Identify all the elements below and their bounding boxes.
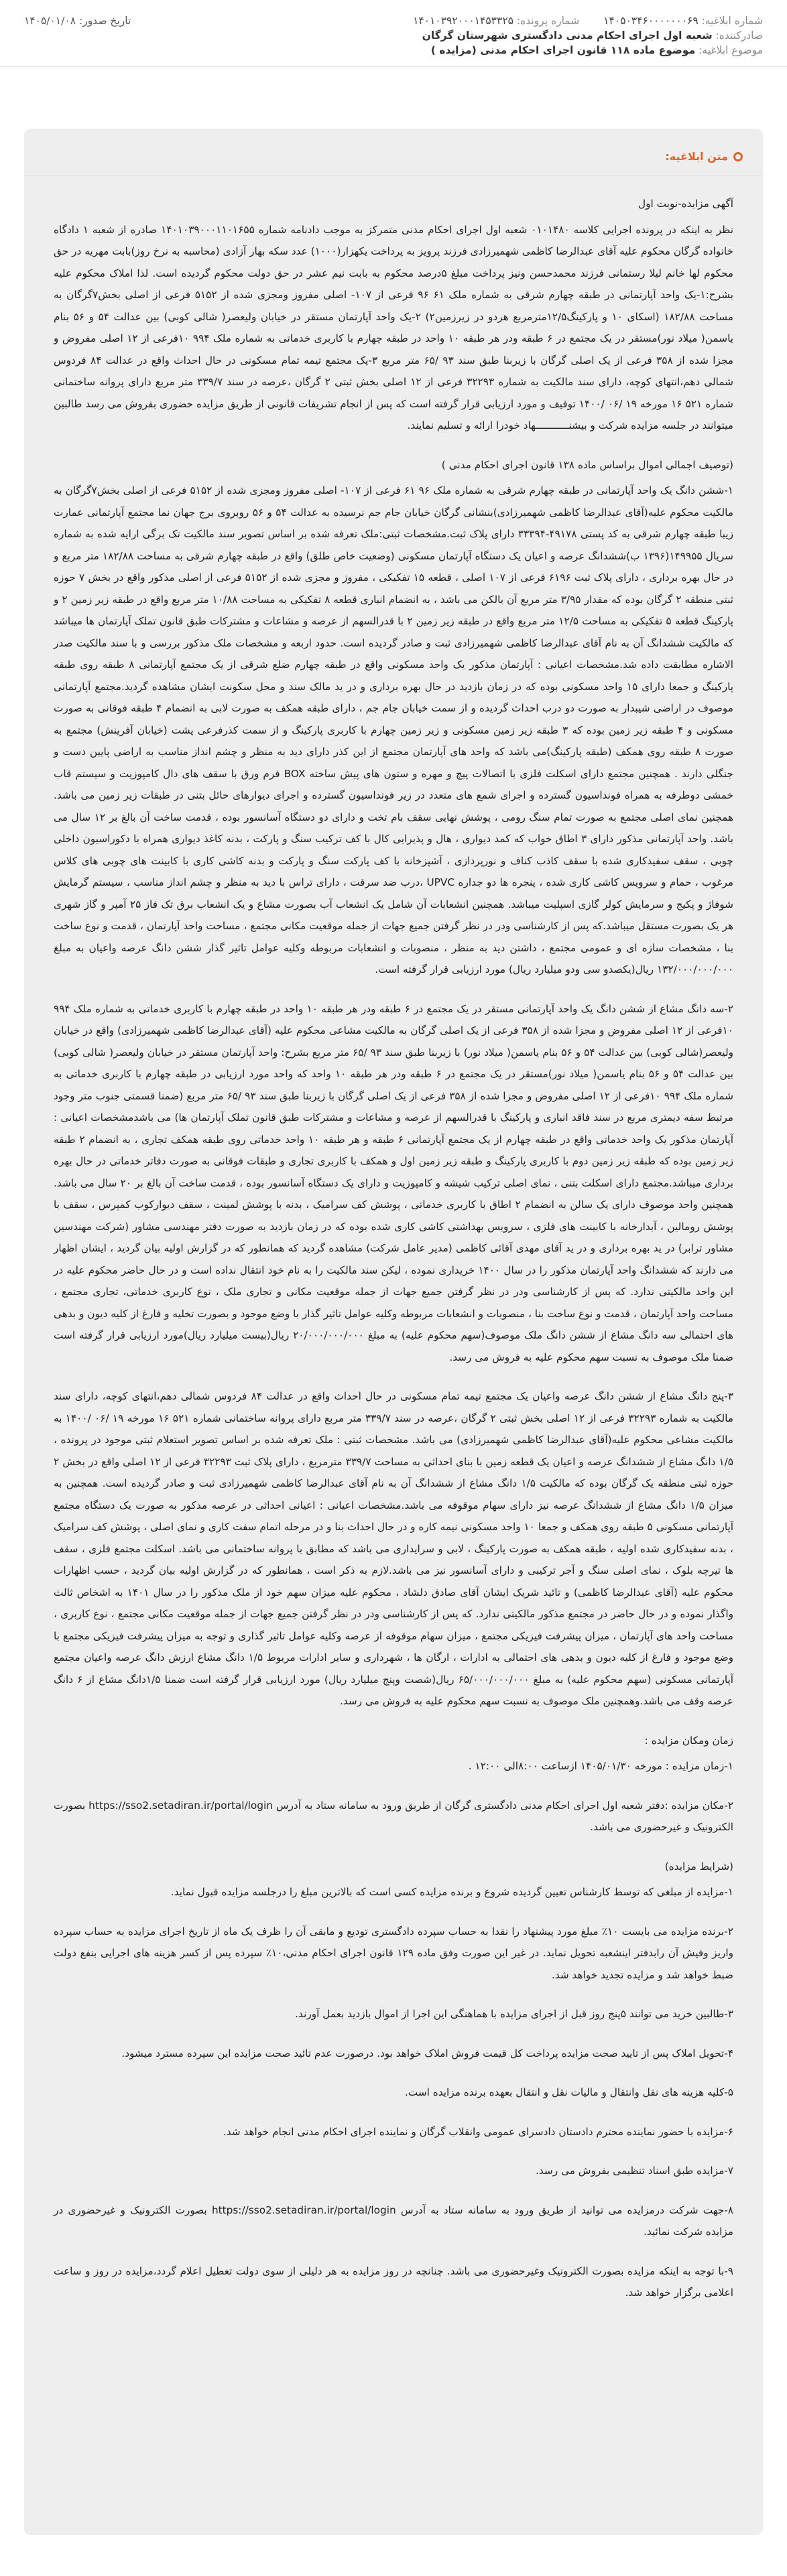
issue-date: ۱۴۰۵/۰۱/۰۸ bbox=[24, 15, 76, 27]
condition-2: ۲-برنده مزایده می بایست ۱۰٪ مبلغ مورد پیشنهاد را نقدا به حساب سپرده دادگستری تودیع و مابقی آن را ظرف یک ماه از تاریخ اجرای مزایده به حساب سپرده واریز وفیش آن رابدفتر اینشعبه تحویل نماید. در غیر این صورت وفق ماده ۱۲۹ قانون اجرای احکام مدنی،۱۰٪ سپرده پس از کسر هزینه های اجرایی بنفع دولت ضبط خواهد شد و مزایده تجدید خواهد شد. bbox=[54, 1925, 733, 1981]
notice-number: ۱۴۰۵۰۳۴۶۰۰۰۰۰۰۰۶۹ bbox=[603, 15, 699, 27]
condition-9: ۹-با توجه به اینکه مزایده بصورت الکترونیک وغیرحضوری می باشد. چنانچه در روز مزایده به هر دلیلی از سوی دولت تعطیل اعلام گردد،مزایده در روز و ساعت اعلامی برگزار خواهد شد. bbox=[54, 2264, 733, 2299]
property-3-paragraph: ۳-پنج دانگ مشاع از ششن دانگ عرصه واعیان یک مجتمع تیمه تمام مسکونی در حال احداث واقع در عدالت ۸۴ فردوس شمالی دهم،انتهای کوچه، دارای سند مالکیت به شماره ۳۲۲۹۳ فرعی از ۱۲ اصلی بخش ثبتی ۲ گرگان ،عرصه در سند ۳۳۹/۷ متر مربع دارای پروانه ساختمانی شماره ۵۲۱ ۱۶ مورخه ۱۹ /۰۶ /۱۴۰۰ به مالکیت مشاعی محکوم علیه(آقای عبدالرضا کاظمی شهمیرزادی) می باشد. مشخصات ثبتی : ملک تعرفه شده بر اساس تصویر استعلام ثبتی موجود در پرونده ، ۱/۵ دانگ مشاع از ششدانگ عرصه و اعیان یک قطعه زمین با بنای احداثی به مساحت ۳۳۹/۷ مترمربع ، دارای پلاک ثبت ۳۲۲۹۳ فرعی از ۱۲ اصلی واقع در بخش ۲ حوزه ثبتی منطقه یک گرگان بوده که مالکیت ۱/۵ دانگ مشاع از ششدانگ آن به نام آقای عبدالرضا کاظمی شهمیرزادی ثبت و صادر گردیده است. همچنین به میزان ۱/۵ دانگ مشاع از ششدانگ عرصه نیز دارای سهام موقوفه می باشد.مشخصات اعیانی : اعیانی احداثی در عرصه مذکور به صورت یک دستگاه مجتمع آپارتمانی مسکونی ۵ طبقه روی همکف و جمعا ۱۰ واحد مسکونی نیمه کاره و در حال احداث بنا و در مرحله اتمام سفت کاری و نمای اصلی ، پوشش کف سرامیک ، بدنه سفیدکاری شده اولیه ، طبقه همکف به صورت پارکینگ ، لابی و سرایداری می باشد که مطابق با پروانه ساختمانی می باشد. اسکلت مجتمع فلزی ، سقف ها تیرچه بلوک ، نمای اصلی سنگ و آجر ترکیبی و دارای آسانسور نیز می باشد.لازم به ذکر است ، همانطور که در گزارش اولیه بیان گردید ، حسب اظهارات محکوم علیه (آقای عبدالرضا کاظمی) و تائید شریک ایشان آقای صادق دلشاد ، محکوم علیه میزان سهم خود از ملک مذکور را در سال ۱۴۰۱ به اشخاص ثالث واگذار نموده و در حال حاضر در مجتمع مذکور مالکیتی ندارد. که پس از کارشناسی ودر در نظر گرفتن جمیع جهات از جمله موقعیت مکانی مجتمع ، نوع کاربری ، مساحت واحد های آپارتمان ، میزان پیشرفت فیزیکی مجتمع ، میزان سهام موقوفه از عرصه وکلیه عوامل تاثیر گذاری و توجه به میزان پیشرفت فیزیکی مجتمع با وضع موجود و فارغ از کلیه دیون و بدهی های احتمالی به ادارات ، ارگان ها ، شهرداری و سایر ادارات مربوط ۱/۵ دانگ مشاع ارزش دانگ عرصه واعیان مجتمع آپارتمانی مسکونی (سهم محکوم علیه) به مبلغ ۶۵/۰۰۰/۰۰۰/۰۰۰ ریال(شصت وپنج میلیارد ریال) مورد ارزیابی قرار گرفته است ضمنا ۱/۵دانگ مشاع از ۶ دانگ عرصه وقف می باشد.وهمچنین ملک موصوف به نسبت سهم محکوم علیه به فروش می رسد. bbox=[54, 1390, 734, 1707]
auction-time: ۱-زمان مزایده : مورخه ۱۴۰۵/۰۱/۳۰ ازساعت ۸:۰۰الی ۱۲:۰۰ . bbox=[468, 1760, 733, 1772]
subject-label: موضوع ابلاغیه: bbox=[699, 44, 763, 56]
property-2-paragraph: ۲-سه دانگ مشاع از ششن دانگ یک واحد آپارتمانی مستقر در یک مجتمع در ۶ طبقه ودر هر طبقه ۱۰ واحد در طبقه چهارم با کاربری خدماتی به شماره ملک ۹۹۴ ۱۰فرعی از ۱۲ اصلی مفروض و مجزا شده از ۳۵۸ فرعی از یک اصلی گرگان به مالکیت مشاعی محکوم علیه (آقای عبدالرضا کاظمی شهمیرزادی) واقع در خیابان ولیعصر(شالی کوبی) بین عدالت ۵۴ و ۵۶ بنام یاسمن( میلاد نور) با زیربنا طبق سند ۹۳ /۶۵ متر مربع بشرح: واحد آپارتمان مستقر در خیابان ولیعصر( شالی کوبی) بین عدالت ۵۴ و ۵۶ بنام یاسمن( میلاد نور)مستقر در یک مجتمع در ۶ طبقه ودر هر طبقه ۱۰ واحد که واحد مورد ارزیابی در طبقه چهارم با کاربری خدماتی به شماره ملک ۹۹۴ ۱۰فرعی از ۱۲ اصلی مفروض و مجزا شده از ۳۵۸ فرعی از یک اصلی گرگان با زیربنا طبق سند ۹۳ /۶۵ متر مربع (ضمنا قسمتی جنوب متر وجود مرتبط سفه دیمتری مربع در سند فاقد انباری و پارکینگ با قدرالسهم از عرصه و مشاعات و مشترکات طبق قانون تملک آپارتمان ها) می باشدمشخصات اعیانی : آپارتمان مذکور یک واحد خدماتی واقع در طبقه چهارم از یک مجتمع آپارتمانی ۶ طبقه و هر طبقه ۱۰ واحد خدماتی روی طبقه همکف تجاری ، به انضمام ۲ طبقه زیر زمین بوده که طبقه زیر زمین دوم با کاربری پارکینگ و طبقه زیر زمین اول و همکف با کاربری تجاری و طبقات فوقانی به صورت دفاتر خدماتی در حال بهره برداری میباشد.مجتمع دارای اسکلت بتنی ، نمای اصلی ترکیب شیشه و کامپوزیت و دارای یک دستگاه آسانسور بوده ، قدمت ساخت آن بالغ بر ۲۰ سال می باشد. همچنین واحد موصوف دارای یک سالن به انضمام ۲ اطاق با کاربری خدماتی ، پوشش کف سرامیک ، بدنه با پوشش لمینت ، سقف دیوارکوب کمپرس ، سقف با پوشش رومالین ، آبدارخانه با کابینت های فلزی ، سرویس بهداشتی کاشی کاری شده بوده که در زمان بازدید به صورت دفتر مهندسی مشاور (شرکت مهندسین مشاور ترابر) در ید بهره برداری و در ید آقای مهدی آقائی کاظمی (مدیر عامل شرکت) مشاهده گردید که همانطور که در گزارش اولیه بیان گردید ، ایشان اظهار می دارند که ششدانگ واحد آپارتمان مذکور را در سال ۱۴۰۰ خریداری نموده ، لیکن سند مالکیت را به نام خود انتقال نداده است و در حال حاضر محکوم علیه در این واحد مالکیتی ندارد. که پس از کارشناسی ودر در نظر گرفتن جمیع جهات از جمله موقعیت مکانی و تجاری ملک ، نوع کاربری خدماتی، تجاری مجتمع ، مساحت واحد آپارتمان ، قدمت و نوع ساخت بنا ، منصوبات و انشعابات مربوطه وکلیه عوامل تاثیر گذار با وضع موجود و بصورت تخلیه و فارغ از کلیه دیون و بدهی های احتمالی سه دانگ مشاع از ششن دانگ ملک موصوف(سهم محکوم علیه) به مبلغ ۲۰/۰۰۰/۰۰۰/۰۰۰ ریال(بیست میلیارد ریال)مورد ارزیابی قرار گرفته است ضمنا ملک موصوف به نسبت سهم محکوم علیه به فروش می رسد. bbox=[54, 1002, 734, 1363]
issue-date-label: تاریخ صدور: bbox=[78, 15, 131, 27]
issue-date-block bbox=[24, 13, 131, 28]
property-1-paragraph: ۱-ششن دانگ یک واحد آپارتمانی در طبقه چهارم شرقی به شماره ملک ۹۶ ۶۱ فرعی از ۱۰۷- اصلی مفروز ومجزی شده از ۵۱۵۲ فرعی از اصلی بخش۷گرگان به مالکیت محکوم علیه(آقای عبدالرضا کاظمی شهمیرزادی)بنشانی گرگان خیابان جام جم نرسیده به عدالت ۵۴ و ۵۶ روبروی برج جهان نما مجتمع آپارتمانی عمارت زیبا طبقه چهارم شرقی به کد پستی ۴۹۱۷۸-۳۳۳۹۴ دارای پلاک ثبت.مشخصات ثبتی:ملک تعرفه شده بر اساس تصویر سند مالکیت تک برگی ارایه شده به شماره سریال ۱۴۹۹۵۵(۱۳۹۶ ب)ششدانگ عرصه و اعیان یک دستگاه آپارتمان مسکونی (وضعیت خاص طلق) واقع در طبقه چهارم شرقی به مساحت ۱۸۲/۸۸ متر مربع و در حال بهره برداری ، دارای پلاک ثبت ۶۱۹۶ فرعی از ۱۰۷ اصلی ، قطعه ۱۵ تفکیکی ، مفروز و مجزی شده از ۵۱۵۲ فرعی از اصلی مذکور واقع در بخش ۷ حوزه ثبتی منطقه ۲ گرگان بوده که مقدار ۳/۹۵ متر مربع آن بالکن می باشد ، به انضمام انباری قطعه ۸ تفکیکی به مساحت ۱۰/۸۸ متر مربع واقع در طبقه زیر زمین ۲ و پارکینگ قطعه ۵ تفکیکی به مساحت ۱۲/۵ متر مربع واقع در طبقه زیر زمین ۲ با قدرالسهم از عرصه و مشاعات و مشترکات طبق قانون تملک آپارتمان ها میباشد که مالکیت ششدانگ آن به نام آقای عبدالرضا کاظمی شهمیرزادی ثبت و صادر گردیده است. حدود اربعه و مشخصات ملک مذکور بررسی و با سند مالکیت صدر الاشاره مطابقت داده شد.مشخصات اعیانی : آپارتمان مذکور یک واحد مسکونی واقع در طبقه چهارم ضلع شرقی از یک مجتمع آپارتمانی ۸ طبقه روی طبقه پارکینگ و جمعا دارای ۱۵ واحد مسکونی بوده که در زمان بازدید در حال بهره برداری و در ید مالک سند و محل سکونت ایشان مشاهده گردید.مجتمع آپارتمانی موصوف در اراضی شیبدار به صورت دو درب احداث گردیده و از سمت خیابان جام جم ، دارای طبقه همکف به صورت لابی به انضمام ۴ طبقه فوقانی به صورت مسکونی و ۴ طبقه زیر زمین بوده که ۳ طبقه زیر زمین مسکونی و زیر زمین چهارم با کاربری پارکینگ و از سمت کذرفرعی پشت (خیابان آفرینش) مجتمع به صورت ۸ طبقه روی همکف (طبقه پارکینگ)می باشد که واحد های آپارتمان مجتمع از این کذر دارای دید به منظر و چشم انداز مناسب به اراضی پایین دست و جنگلی دارند . همچنین مجتمع دارای اسکلت فلزی با اتصالات پیچ و مهره و ستون های پیش ساخته BOX فرم ورق با سقف های دال کامپوزیت و سیستم قاب خمشی دوطرفه به همراه فونداسیون گسترده و اجرای شمع های متعدد در زیر فونداسیون گسترده و اجرای دیوارهای حائل بتنی در طبقات زیر زمین می باشد. همچنین نمای اصلی مجتمع به صورت تمام سنگ رومی ، پوشش نهایی سقف بام تخت و دارای دو دستگاه آسانسور بوده ، قدمت ساخت آن بالغ بر ۱۲ سال می باشد. واحد آپارتمانی مذکور دارای ۳ اطاق خواب که کمد دیواری ، هال و پذیرایی کال با کف ترکیب سنگ و پارکت ، بدنه کاغذ دیواری همراه با دکوراسیون داخلی چوبی ، سقف سفیدکاری شده با سقف کاذب کناف و نورپردازی ، آشپزخانه با کف پارکت سنگ و پارکت و بدنه کاشی کاری با کابینت های چوبی های کلاس مرغوب ، حمام و سرویس کاشی کاری شده ، پنجره ها دو جداره UPVC ،درب ضد سرقت ، دارای تراس با دید به منظر و چشم انداز مناسب ، سیستم گرمایش شوفاژ و پکیج و سرمایش کولر گازی اسپلیت میباشد. همچنین انشعابات آن شامل یک انشعاب آب بصورت مشاع و یک انشعاب برق تک فاز ۲۵ آمپر و گاز شهری هر یک بصورت مستقل میباشد.که پس از کارشناسی ودر در نظر گرفتن جمیع جهات از جمله موقعیت مکانی مجتمع ، مساحت واحد آپارتمان ، قدمت و نوع ساخت بنا ، مشخصات سازه ای و عمومی مجتمع ، داشتن دید به منظر ، منصوبات و انشعابات مربوطه وکلیه عوامل تاثیر گذار ششن دانگ عرصه واعیان به مبلغ ۱۳۲/۰۰۰/۰۰۰/۰۰۰ ریال(یکصدو سی ودو میلیارد ریال) مورد ارزیابی قرار گرفته است. bbox=[54, 484, 734, 975]
notice-header bbox=[0, 0, 787, 67]
issuer-row bbox=[24, 28, 763, 43]
description-heading: (توصیف اجمالی اموال براساس ماده ۱۳۸ قانون اجرای احکام مدنی ) bbox=[441, 458, 733, 471]
intro-paragraph: نظر به اینکه در پرونده اجرایی کلاسه ۰۱۰۱۴۸۰ شعبه اول اجرای احکام مدنی متمرکز به موجب دادنامه شماره ۱۴۰۱۰۳۹۰۰۰۱۱۰۱۶۵۵ صادره از شعبه ۱ دادگاه خانواده گرگان محکوم علیه آقای عبدالرضا کاظمی شهمیرزادی فرزند پرویز به پرداخت یکهزار(۱۰۰۰) عدد سکه بهار آزادی (محاسبه به نرخ روز)بابت مهریه در حق محکوم لها خانم لیلا رستمانی فرزند محمدحسن ونیز پرداخت مبلغ ۵درصد محکوم به بابت نیم عشر در حق دولت محکوم گردیده است. لذا املاک محکوم علیه بشرح:۱-یک واحد آپارتمانی در طبقه چهارم شرقی به شماره ملک ۶۱ ۹۶ فرعی از ۱۰۷- اصلی مفروز ومجزی شده از ۵۱۵۲ فرعی از اصلی بخش۷گرگان به مساحت ۱۸۲/۸۸ (اسکای ۱۰ و پارکینگ۱۲/۵مترمربع هردو در زیرزمین۲) ۲-یک واحد آپارتمان مستقر در خیابان ولیعصر( شالی کوبی) بین عدالت ۵۴ و ۵۶ بنام یاسمن( میلاد نور)مستقر در یک مجتمع در ۶ طبقه ودر هر طبقه ۱۰ واحد در طبقه چهارم با کاربری خدماتی به شماره ملک ۹۹۴ ۱۰فرعی از ۱۲ اصلی مفروض و مجزا شده از ۳۵۸ فرعی از یک اصلی گرگان با زیربنا طبق سند ۹۳ /۶۵ متر مربع ۳-یک مجتمع تیمه تمام مسکونی در حال احداث واقع در عدالت ۸۴ فردوس شمالی دهم،انتهای کوچه، دارای سند مالکیت به شماره ۳۲۲۹۳ فرعی از ۱۲ اصلی بخش ثبتی ۲ گرگان ،عرصه در سند ۳۳۹/۷ متر مربع دارای پروانه ساختمانی شماره ۵۲۱ ۱۶ مورخه ۱۹ /۰۶ /۱۴۰۰ توقیف و مورد ارزیابی قرار گرفته است که پس از انجام تشریفات قانونی از طریق مزایده حضوری بفروش می رسد طالبین میتوانند در جلسه مزایده شرکت و بیشنـــــــــــهاد خودرا ارائه و تسلیم نمایند. bbox=[54, 223, 734, 431]
condition-4: ۴-تحویل املاک پس از تایید صحت مزایده پرداخت کل قیمت فروش املاک خواهد بود. درصورت عدم تائید صحت مزایده این سپرده مسترد میشود. bbox=[121, 2047, 733, 2059]
conditions-heading: (شرایط مزایده) bbox=[664, 1860, 733, 1873]
notice-number-label: شماره ابلاغیه: bbox=[701, 15, 763, 27]
subject: موضوع ماده ۱۱۸ قانون اجرای احکام مدنی (مزایده ) bbox=[430, 44, 696, 56]
case-number-label: شماره پرونده: bbox=[516, 15, 580, 27]
issuer: شعبه اول اجرای احکام مدنی دادگستری شهرستان گرگان bbox=[422, 29, 713, 42]
circle-icon bbox=[733, 152, 743, 161]
notice-text-card bbox=[24, 129, 763, 2535]
card-title-text: متن ابلاغیه: bbox=[665, 150, 728, 163]
condition-6: ۶-مزایده با حضور نماینده محترم دادستان دادسرای عمومی وانقلاب گرگان و نماینده اجرای احکام مدنی انجام خواهد شد. bbox=[223, 2125, 733, 2138]
subject-row bbox=[24, 43, 763, 58]
notice-body bbox=[54, 193, 733, 2321]
condition-7: ۷-مزایده طبق اسناد تنظیمی بفروش می رسد. bbox=[536, 2165, 733, 2177]
auction-place: ۲-مکان مزایده :دفتر شعبه اول اجرای احکام مدنی دادگستری گرگان از طریق ورود به سامانه ستاد به آدرس https://sso2.setadiran.ir/portal/login بصورت الکترونیک و غیرحضوری می باشد. bbox=[54, 1799, 733, 1833]
case-number: ۱۴۰۱۰۳۹۲۰۰۰۱۴۵۳۳۲۵ bbox=[413, 15, 513, 27]
notice-number-row bbox=[24, 13, 763, 28]
condition-8: ۸-جهت شرکت درمزایده می توانید از طریق ورود به سامانه ستاد به آدرس https://sso2.setadiran.ir/portal/login بصورت الکترونیک و غیرحضوری در مزایده شرکت نمائید. bbox=[54, 2204, 733, 2238]
condition-3: ۳-طالبین خرید می توانند ۵پنج روز قبل از اجرای مزایده با هماهنگی این اجرا از اموال بازدید بعمل آورند. bbox=[295, 2008, 733, 2020]
issuer-label: صادرکننده: bbox=[715, 29, 763, 42]
auction-heading: آگهی مزایده-نوبت اول bbox=[638, 198, 733, 210]
condition-5: ۵-کلیه هزینه های نقل وانتقال و مالیات نقل و انتقال بعهده برنده مزایده است. bbox=[404, 2086, 733, 2098]
condition-1: ۱-مزایده از مبلغی که توسط کارشناس تعیین گردیده شروع و برنده مزایده کسی است که بالاترین مبلغ را درجلسه مزایده قبول نماید. bbox=[170, 1886, 733, 1898]
card-title bbox=[665, 149, 743, 165]
time-place-heading: زمان ومکان مزایده : bbox=[644, 1734, 733, 1747]
